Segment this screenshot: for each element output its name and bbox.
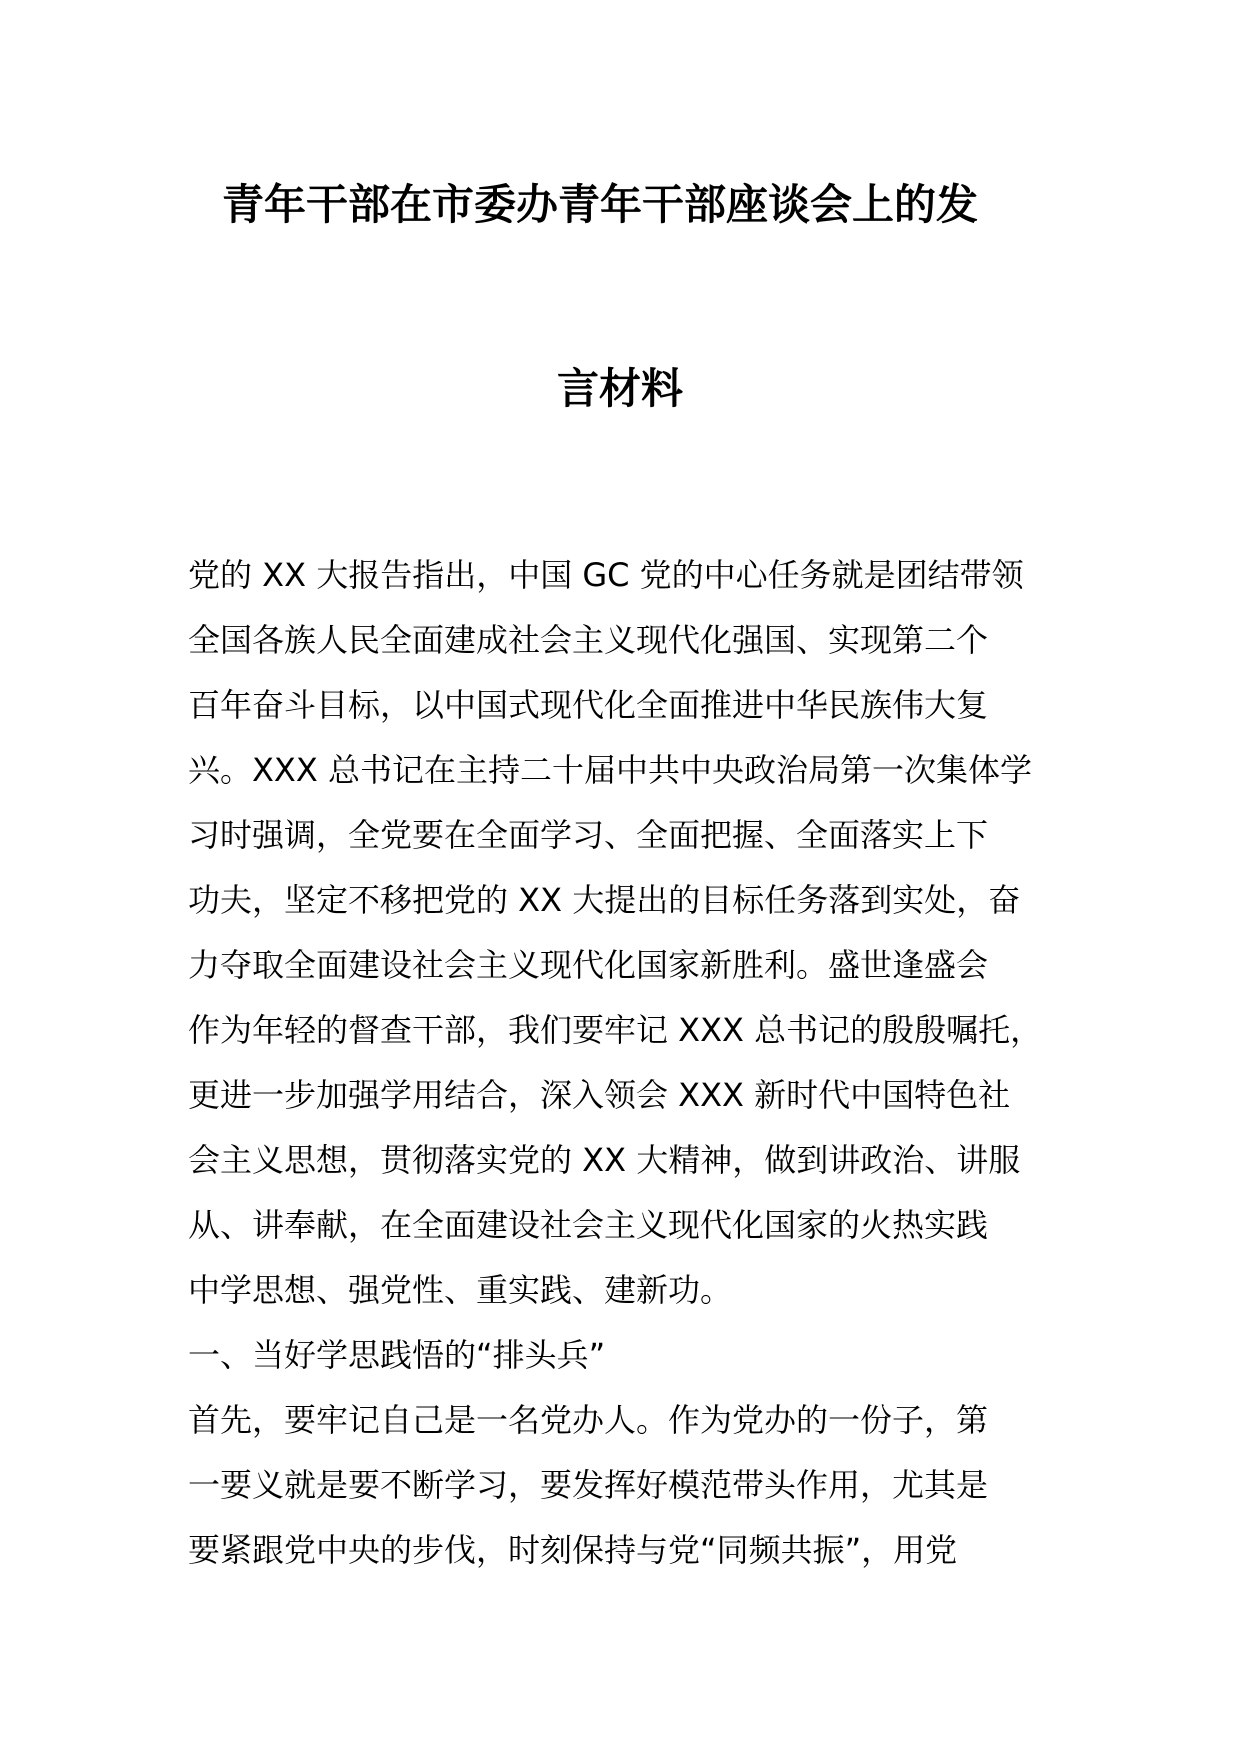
body-line: 更进一步加强学用结合，深入领会 XXX 新时代中国特色社 — [188, 1076, 1011, 1114]
body-line: 一要义就是要不断学习，要发挥好模范带头作用，尤其是 — [188, 1466, 989, 1504]
body-line: 习时强调，全党要在全面学习、全面把握、全面落实上下 — [188, 816, 989, 854]
document-body — [188, 543, 1088, 1583]
body-line: 从、讲奉献，在全面建设社会主义现代化国家的火热实践 — [188, 1206, 989, 1244]
section-heading: 一、当好学思践悟的“排头兵” — [188, 1336, 606, 1374]
body-line: 要紧跟党中央的步伐，时刻保持与党“同频共振”，用党 — [188, 1531, 958, 1569]
body-line: 力夺取全面建设社会主义现代化国家新胜利。盛世逢盛会 — [188, 946, 989, 984]
body-line: 会主义思想，贯彻落实党的 XX 大精神，做到讲政治、讲服 — [188, 1141, 1021, 1179]
body-line: 百年奋斗目标，以中国式现代化全面推进中华民族伟大复 — [188, 686, 989, 724]
body-line: 党的 XX 大报告指出，中国 GC 党的中心任务就是团结带领 — [188, 556, 1024, 594]
body-line: 首先，要牢记自己是一名党办人。作为党办的一份子，第 — [188, 1401, 989, 1439]
body-line: 作为年轻的督查干部，我们要牢记 XXX 总书记的殷殷嘱托， — [188, 1011, 1043, 1049]
body-line: 全国各族人民全面建成社会主义现代化强国、实现第二个 — [188, 621, 989, 659]
body-line: 功夫，坚定不移把党的 XX 大提出的目标任务落到实处，奋 — [188, 881, 1021, 919]
document-title-line-1: 青年干部在市委办青年干部座谈会上的发 — [221, 180, 978, 229]
body-line: 兴。XXX 总书记在主持二十届中共中央政治局第一次集体学 — [188, 751, 1032, 789]
body-line: 中学思想、强党性、重实践、建新功。 — [188, 1271, 733, 1309]
document-title-line-2: 言材料 — [556, 364, 683, 413]
